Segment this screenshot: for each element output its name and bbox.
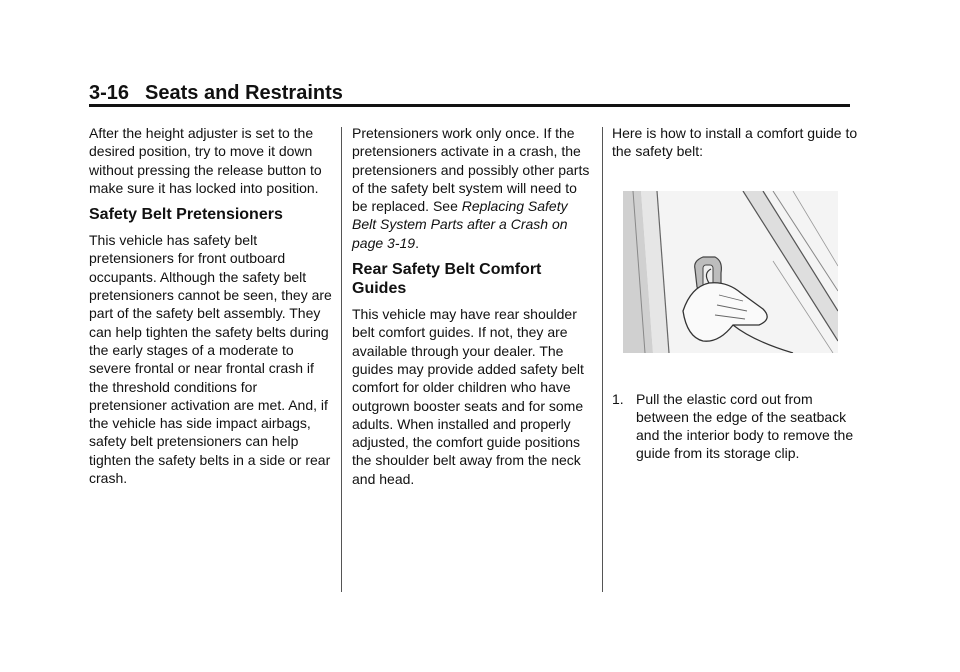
comfort-guide-illustration [623,191,838,353]
comfort-guides-paragraph: This vehicle may have rear shoulder belt comfort guides. If not, they are available through your dealer. The guides may provide added safety belt comfort for older children who have outgrown booster seats and for some adults. When installed and properly adjusted, the comfort guide positions the shoulder belt away from the neck and head. [352,306,584,487]
column-2 [352,124,592,488]
column-3 [612,124,862,463]
page-header [89,80,850,106]
section-title: Seats and Restraints [145,82,343,104]
column-1 [89,124,335,487]
page-number: 3-16 [89,82,130,104]
comfort-guides-heading: Rear Safety Belt Comfort Guides [352,261,542,298]
period: . [415,234,419,251]
height-adjuster-paragraph: After the height adjuster is set to the desired position, try to move it down without pressing the release button to make sure it has locked into position. [89,125,322,196]
step-1 [612,390,862,463]
install-intro-paragraph: Here is how to install a comfort guide to the safety belt: [612,125,858,160]
replacing-parts-link[interactable]: Replacing Safety Belt System Parts after a Crash on page 3-19 [352,198,568,251]
step-text: Pull the elastic cord out from between the edge of the seatback and the interior body to remove the guide from its storage clip. [636,390,854,462]
header-rule [89,104,850,107]
column-divider-1 [341,127,342,592]
pretensioners-once-text: Pretensioners work only once. If the pretensioners activate in a crash, the pretensioners and possibly other parts of the safety belt system will need to be replaced. See [352,125,590,215]
pretensioners-once-paragraph [352,124,592,252]
pretensioners-paragraph: This vehicle has safety belt pretensioners for front outboard occupants. Although the safety belt pretensioners cannot be seen, they are part of the safety belt assembly. They can help tighten the safety belts during the early stages of a moderate to severe frontal or near frontal crash if the threshold conditions for pretensioner activation are met. And, if the vehicle has side impact airbags, safety belt pretensioners can help tighten the safety belts in a side or rear crash. [89,232,332,487]
pretensioners-heading: Safety Belt Pretensioners [89,206,283,224]
column-divider-2 [602,127,603,592]
step-number: 1. [612,390,624,407]
